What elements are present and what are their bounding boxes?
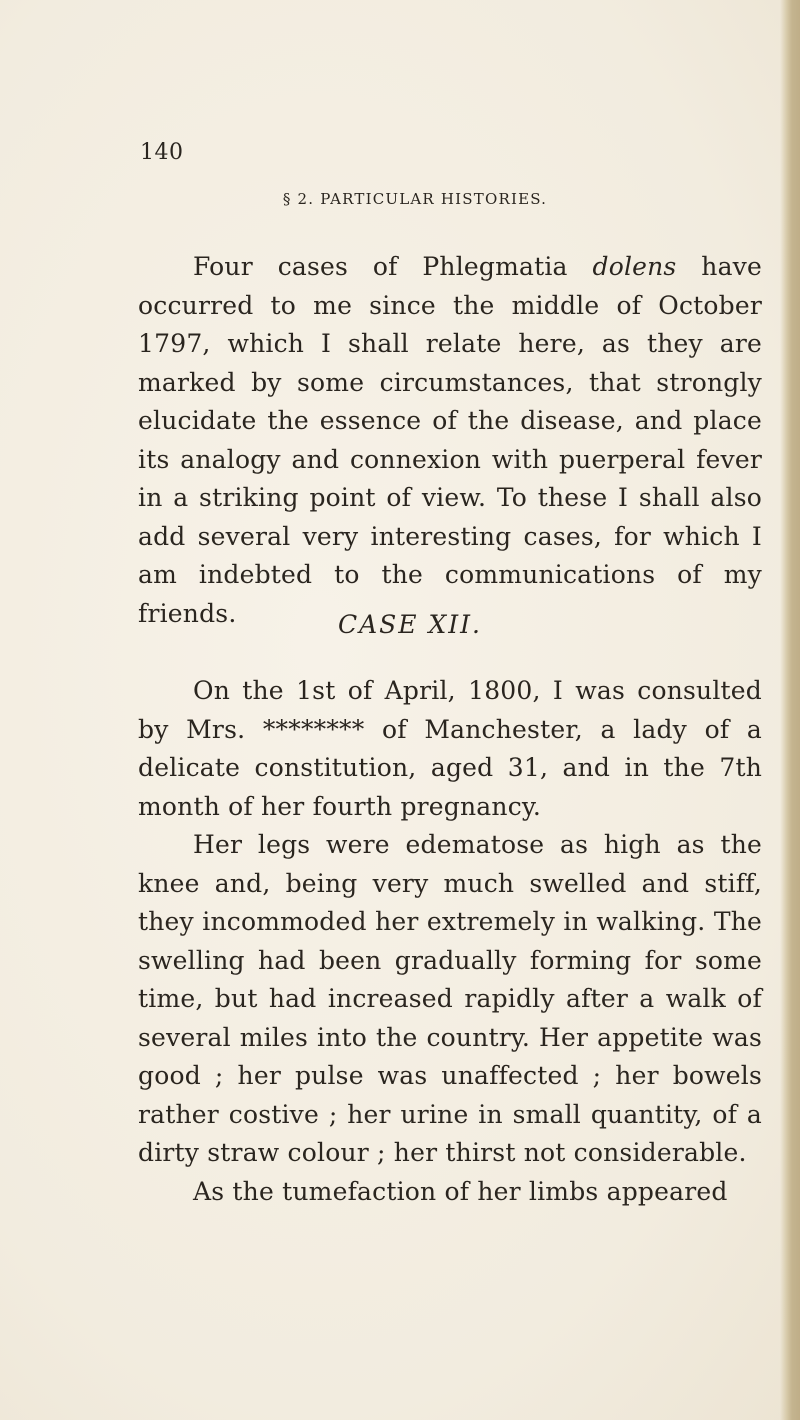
intro-paragraph-part1: Four cases of Phlegmatia — [193, 252, 593, 281]
closing-line: As the tumefaction of her limbs appeared — [193, 1176, 728, 1206]
case-heading: CASE XII. — [337, 610, 482, 639]
intro-paragraph-part2: have occurred to me since the middle of October 1797, which I shall relate here, as they are marked by some circumstances, that strongly elucidate the essence of the disease, and place its analogy and connexion with puerperal fever in a striking point of view. To these I shall also add several very interesting cases, for which I am indebted to the communications of my friends. — [138, 252, 763, 628]
running-head: § 2. PARTICULAR HISTORIES. — [282, 190, 548, 208]
page-edge-shadow — [780, 0, 800, 1420]
case-text-block — [138, 672, 762, 1211]
intro-paragraph — [138, 248, 762, 633]
intro-text-block — [138, 248, 762, 633]
case-paragraph: On the 1st of April, 1800, I was consulted by Mrs. ******** of Manchester, a lady of a delicate constitution, aged 31, and in the 7th month of her fourth pregnancy. — [138, 676, 762, 821]
page-number: 140 — [140, 140, 184, 165]
case-paragraph: Her legs were edematose as high as the knee and, being very much swelled and stiff, they incommoded her extremely in walking. The swelling had been gradually forming for some time, but had increased rapidly after a walk of several miles into the country. Her appetite was good ; her pulse was unaffected ; her bowels rather costive ; her urine in small quantity, of a dirty straw colour ; her thirst not considerable. — [138, 830, 762, 1167]
intro-paragraph-italic: dolens — [592, 252, 677, 281]
